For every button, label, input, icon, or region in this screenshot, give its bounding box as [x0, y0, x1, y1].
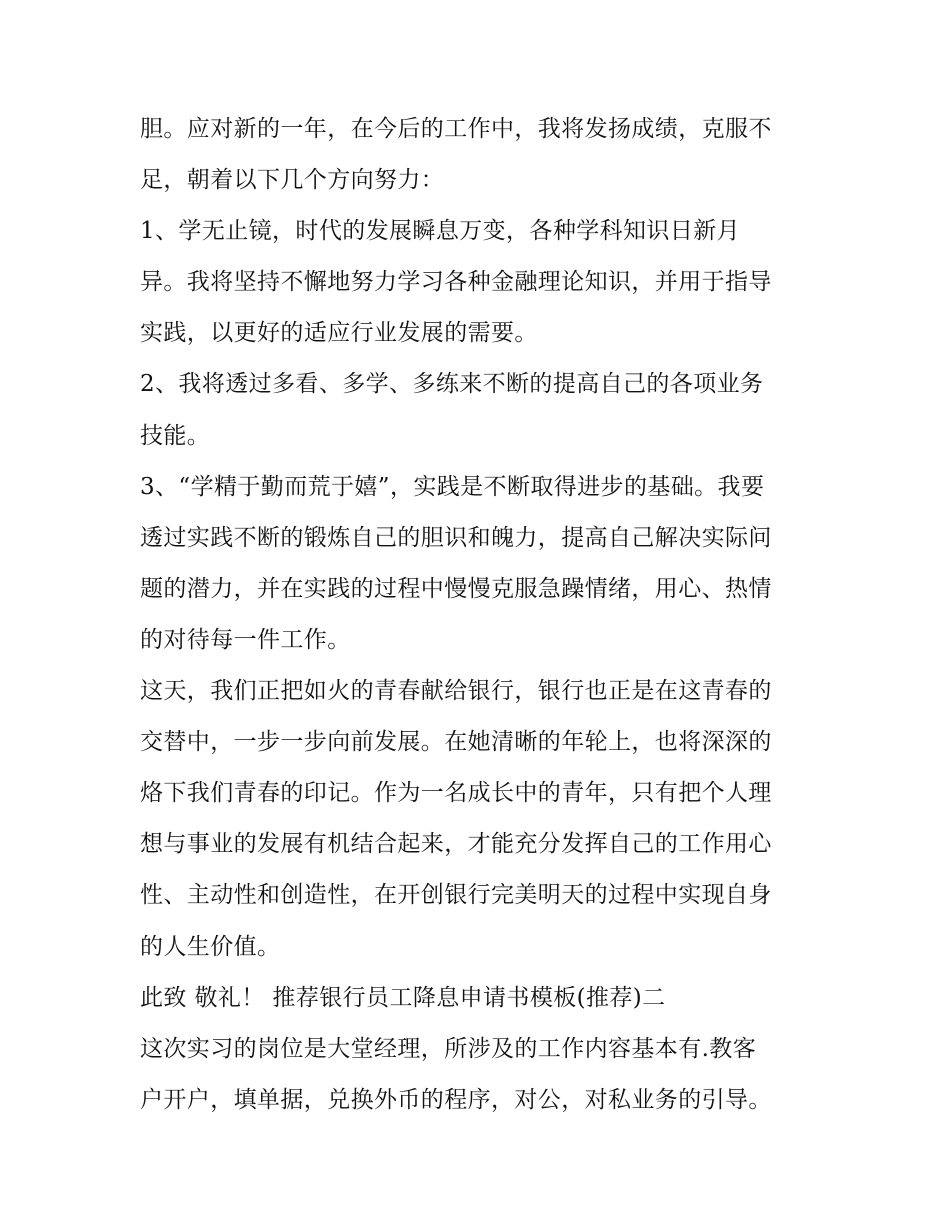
- text-line: 胆。应对新的一年，在今后的工作中，我将发扬成绩，克服不: [140, 116, 772, 142]
- text-line: 烙下我们青春的印记。作为一名成长中的青年，只有把个人理: [140, 780, 772, 807]
- text-line: 足，朝着以下几个方向努力：: [140, 167, 445, 194]
- text-line: 户开户，填单据，兑换外币的程序，对公，对私业务的引导。: [140, 1086, 772, 1113]
- text-line: 透过实践不断的锻炼自己的胆识和魄力，提高自己解决实际问: [140, 524, 772, 551]
- text-line: 这次实习的岗位是大堂经理，所涉及的工作内容基本有.教客: [140, 1035, 757, 1062]
- text-line: 交替中，一步一步向前发展。在她清晰的年轮上，也将深深的: [140, 729, 772, 756]
- text-line: 的对待每一件工作。: [140, 626, 351, 653]
- text-line: 想与事业的发展有机结合起来，才能充分发挥自己的工作用心: [140, 831, 772, 858]
- text-line: 题的潜力，并在实践的过程中慢慢克服急躁情绪，用心、热情: [140, 575, 772, 602]
- text-line: 技能。: [140, 422, 211, 449]
- text-line: 实践，以更好的适应行业发展的需要。: [140, 320, 538, 347]
- text-line: 此致 敬礼！ 推荐银行员工降息申请书模板(推荐)二: [140, 984, 666, 1011]
- text-line: 这天，我们正把如火的青春献给银行，银行也正是在这青春的: [140, 678, 772, 705]
- text-line: 的人生价值。: [140, 933, 281, 960]
- document-body: [140, 104, 820, 1126]
- text-line: 3、“学精于勤而荒于嬉”，实践是不断取得进步的基础。我要: [140, 473, 765, 500]
- text-line: 2、我将透过多看、多学、多练来不断的提高自己的各项业务: [140, 371, 764, 398]
- text-line: 性、主动性和创造性，在开创银行完美明天的过程中实现自身: [140, 882, 772, 909]
- text-line: 1、学无止镜，时代的发展瞬息万变，各种学科知识日新月: [140, 218, 741, 245]
- text-line: 异。我将坚持不懈地努力学习各种金融理论知识，并用于指导: [140, 269, 772, 296]
